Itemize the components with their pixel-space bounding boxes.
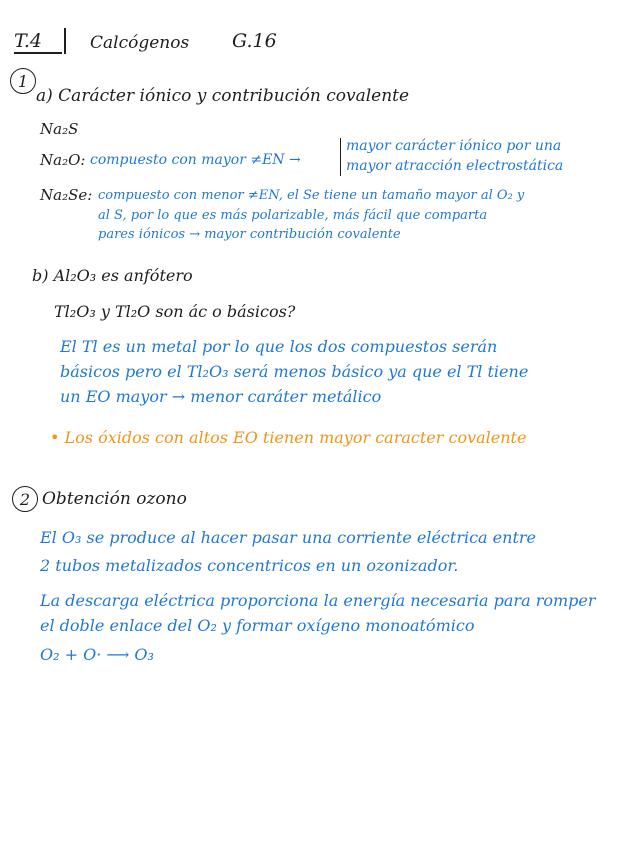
- ozone-line-2: 2 tubos metalizados concentricos en un ozonizador.: [40, 556, 459, 575]
- part-b-answer-3: un EO mayor → menor caráter metálico: [60, 387, 382, 406]
- unit-underline: [14, 52, 62, 54]
- na2o-text: compuesto con mayor ≠EN →: [90, 152, 301, 168]
- na2se-line-1: compuesto con menor ≠EN, el Se tiene un tamaño mayor al O₂ y: [98, 188, 525, 203]
- part-b-question: Tl₂O₃ y Tl₂O son ác o básicos?: [54, 302, 296, 321]
- na2s-formula: Na₂S: [40, 120, 79, 138]
- na2o-bracket: [340, 138, 341, 176]
- header-divider: [64, 28, 66, 54]
- oxide-covalence-note: • Los óxidos con altos EO tienen mayor caracter covalente: [50, 428, 527, 447]
- ozone-line-3: La descarga eléctrica proporciona la energía necesaria para romper: [40, 591, 596, 610]
- na2se-label: Na₂Se:: [40, 186, 93, 204]
- part-b-title: b) Al₂O₃ es anfótero: [32, 266, 193, 285]
- part-b-answer-1: El Tl es un metal por lo que los dos compuestos serán: [60, 337, 498, 356]
- ozone-reaction: O₂ + O· ⟶ O₃: [40, 645, 154, 664]
- section2-number: 2: [12, 486, 38, 512]
- section1-number: 1: [10, 68, 36, 94]
- group-label: G.16: [232, 30, 277, 52]
- unit-label: T.4: [14, 30, 43, 52]
- na2se-line-2: al S, por lo que es más polarizable, más fácil que comparta: [98, 208, 488, 223]
- na2o-result-2: mayor atracción electrostática: [346, 158, 564, 174]
- topic-label: Calcógenos: [90, 33, 190, 53]
- ozone-line-4: el doble enlace del O₂ y formar oxígeno monoatómico: [40, 616, 475, 635]
- na2o-label: Na₂O:: [40, 151, 86, 169]
- ozone-line-1: El O₃ se produce al hacer pasar una corriente eléctrica entre: [40, 528, 536, 547]
- section1-title: a) Carácter iónico y contribución covalente: [36, 86, 410, 106]
- na2o-result-1: mayor carácter iónico por una: [346, 138, 562, 154]
- na2se-line-3: pares iónicos → mayor contribución covalente: [98, 227, 401, 242]
- section2-title: Obtención ozono: [42, 489, 187, 509]
- part-b-answer-2: básicos pero el Tl₂O₃ será menos básico ya que el Tl tiene: [60, 362, 529, 381]
